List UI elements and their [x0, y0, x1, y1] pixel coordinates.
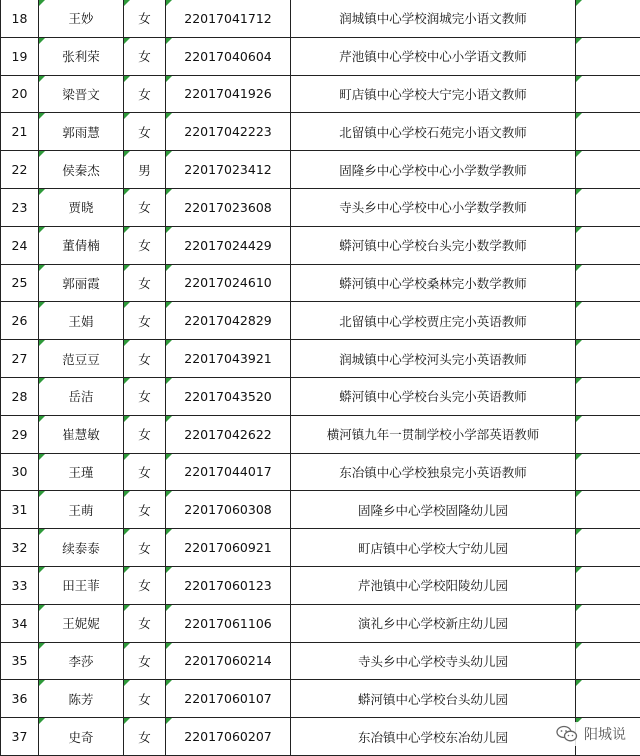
gender-cell: 女 [124, 491, 166, 529]
empty-cell [576, 491, 640, 529]
position-cell: 蟒河镇中心学校台头完小数学教师 [291, 226, 576, 264]
empty-cell [576, 264, 640, 302]
person-name-cell: 范豆豆 [39, 340, 124, 378]
empty-cell [576, 75, 640, 113]
empty-cell [576, 151, 640, 189]
row-number-cell: 21 [1, 113, 39, 151]
exam-id-cell: 22017041712 [166, 0, 291, 37]
person-name-cell: 陈芳 [39, 680, 124, 718]
empty-cell [576, 529, 640, 567]
gender-cell: 女 [124, 0, 166, 37]
empty-cell [576, 604, 640, 642]
position-cell: 北留镇中心学校石苑完小语文教师 [291, 113, 576, 151]
empty-cell [576, 642, 640, 680]
wechat-icon [556, 725, 578, 743]
position-cell: 寺头乡中心学校中心小学数学教师 [291, 188, 576, 226]
person-name-cell: 侯秦杰 [39, 151, 124, 189]
gender-cell: 女 [124, 75, 166, 113]
watermark [552, 722, 630, 746]
table-row [1, 642, 640, 680]
gender-cell: 女 [124, 302, 166, 340]
gender-cell: 女 [124, 264, 166, 302]
exam-id-cell: 22017060107 [166, 680, 291, 718]
empty-cell [576, 188, 640, 226]
position-cell: 町店镇中心学校大宁幼儿园 [291, 529, 576, 567]
empty-cell [576, 226, 640, 264]
position-cell: 东冶镇中心学校东冶幼儿园 [291, 718, 576, 756]
table-row [1, 415, 640, 453]
exam-id-cell: 22017023608 [166, 188, 291, 226]
row-number-cell: 32 [1, 529, 39, 567]
empty-cell [576, 377, 640, 415]
table-row [1, 680, 640, 718]
person-name-cell: 郭丽霞 [39, 264, 124, 302]
person-name-cell: 梁晋文 [39, 75, 124, 113]
row-number-cell: 29 [1, 415, 39, 453]
position-cell: 北留镇中心学校贾庄完小英语教师 [291, 302, 576, 340]
person-name-cell: 张利荣 [39, 37, 124, 75]
row-number-cell: 19 [1, 37, 39, 75]
person-name-cell: 董倩楠 [39, 226, 124, 264]
position-cell: 蟒河镇中心学校桑林完小数学教师 [291, 264, 576, 302]
position-cell: 演礼乡中心学校新庄幼儿园 [291, 604, 576, 642]
table-row [1, 718, 640, 756]
exam-id-cell: 22017042622 [166, 415, 291, 453]
exam-id-cell: 22017024429 [166, 226, 291, 264]
exam-id-cell: 22017044017 [166, 453, 291, 491]
person-name-cell: 王妙 [39, 0, 124, 37]
row-number-cell: 25 [1, 264, 39, 302]
position-cell: 町店镇中心学校大宁完小语文教师 [291, 75, 576, 113]
empty-cell [576, 302, 640, 340]
row-number-cell: 24 [1, 226, 39, 264]
position-cell: 芹池镇中心学校中心小学语文教师 [291, 37, 576, 75]
gender-cell: 女 [124, 340, 166, 378]
row-number-cell: 20 [1, 75, 39, 113]
gender-cell: 女 [124, 642, 166, 680]
person-name-cell: 王妮妮 [39, 604, 124, 642]
exam-id-cell: 22017024610 [166, 264, 291, 302]
position-cell: 东冶镇中心学校独泉完小英语教师 [291, 453, 576, 491]
exam-id-cell: 22017023412 [166, 151, 291, 189]
table-row [1, 566, 640, 604]
person-name-cell: 郭雨慧 [39, 113, 124, 151]
gender-cell: 女 [124, 529, 166, 567]
position-cell: 横河镇九年一贯制学校小学部英语教师 [291, 415, 576, 453]
gender-cell: 女 [124, 453, 166, 491]
gender-cell: 女 [124, 377, 166, 415]
table-row [1, 604, 640, 642]
watermark-text: 阳城说 [584, 727, 626, 743]
row-number-cell: 28 [1, 377, 39, 415]
row-number-cell: 22 [1, 151, 39, 189]
position-cell: 固隆乡中心学校固隆幼儿园 [291, 491, 576, 529]
row-number-cell: 36 [1, 680, 39, 718]
table-row [1, 377, 640, 415]
table-row [1, 188, 640, 226]
gender-cell: 女 [124, 604, 166, 642]
exam-id-cell: 22017060123 [166, 566, 291, 604]
exam-id-cell: 22017043520 [166, 377, 291, 415]
empty-cell [576, 566, 640, 604]
table-row [1, 264, 640, 302]
person-name-cell: 续泰泰 [39, 529, 124, 567]
table-row [1, 113, 640, 151]
exam-id-cell: 22017042223 [166, 113, 291, 151]
empty-cell [576, 113, 640, 151]
exam-id-cell: 22017060921 [166, 529, 291, 567]
person-name-cell: 崔慧敏 [39, 415, 124, 453]
empty-cell [576, 453, 640, 491]
gender-cell: 女 [124, 566, 166, 604]
gender-cell: 女 [124, 37, 166, 75]
position-cell: 润城镇中心学校润城完小语文教师 [291, 0, 576, 37]
row-number-cell: 30 [1, 453, 39, 491]
table-row [1, 302, 640, 340]
table-row [1, 453, 640, 491]
person-name-cell: 田王菲 [39, 566, 124, 604]
table-row [1, 340, 640, 378]
row-number-cell: 18 [1, 0, 39, 37]
row-number-cell: 34 [1, 604, 39, 642]
position-cell: 蟒河镇中心学校台头幼儿园 [291, 680, 576, 718]
person-name-cell: 王娟 [39, 302, 124, 340]
gender-cell: 女 [124, 226, 166, 264]
position-cell: 芹池镇中心学校阳陵幼儿园 [291, 566, 576, 604]
row-number-cell: 27 [1, 340, 39, 378]
exam-id-cell: 22017060207 [166, 718, 291, 756]
person-name-cell: 史奇 [39, 718, 124, 756]
row-number-cell: 26 [1, 302, 39, 340]
table-body [1, 0, 640, 755]
table-row [1, 0, 640, 37]
table-row [1, 529, 640, 567]
empty-cell [576, 340, 640, 378]
person-name-cell: 王瑾 [39, 453, 124, 491]
empty-cell [576, 415, 640, 453]
position-cell: 寺头乡中心学校寺头幼儿园 [291, 642, 576, 680]
exam-id-cell: 22017043921 [166, 340, 291, 378]
empty-cell [576, 37, 640, 75]
empty-cell [576, 0, 640, 37]
table-row [1, 151, 640, 189]
person-name-cell: 贾晓 [39, 188, 124, 226]
table-row [1, 226, 640, 264]
table-row [1, 491, 640, 529]
position-cell: 润城镇中心学校河头完小英语教师 [291, 340, 576, 378]
exam-id-cell: 22017041926 [166, 75, 291, 113]
gender-cell: 女 [124, 718, 166, 756]
position-cell: 固隆乡中心学校中心小学数学教师 [291, 151, 576, 189]
gender-cell: 女 [124, 680, 166, 718]
exam-id-cell: 22017040604 [166, 37, 291, 75]
person-name-cell: 李莎 [39, 642, 124, 680]
person-name-cell: 岳洁 [39, 377, 124, 415]
gender-cell: 女 [124, 188, 166, 226]
exam-id-cell: 22017060214 [166, 642, 291, 680]
empty-cell [576, 680, 640, 718]
exam-id-cell: 22017042829 [166, 302, 291, 340]
row-number-cell: 31 [1, 491, 39, 529]
table-row [1, 75, 640, 113]
person-name-cell: 王萌 [39, 491, 124, 529]
table-row [1, 37, 640, 75]
exam-id-cell: 22017061106 [166, 604, 291, 642]
position-cell: 蟒河镇中心学校台头完小英语教师 [291, 377, 576, 415]
row-number-cell: 33 [1, 566, 39, 604]
gender-cell: 女 [124, 415, 166, 453]
gender-cell: 男 [124, 151, 166, 189]
row-number-cell: 35 [1, 642, 39, 680]
exam-id-cell: 22017060308 [166, 491, 291, 529]
row-number-cell: 23 [1, 188, 39, 226]
gender-cell: 女 [124, 113, 166, 151]
row-number-cell: 37 [1, 718, 39, 756]
